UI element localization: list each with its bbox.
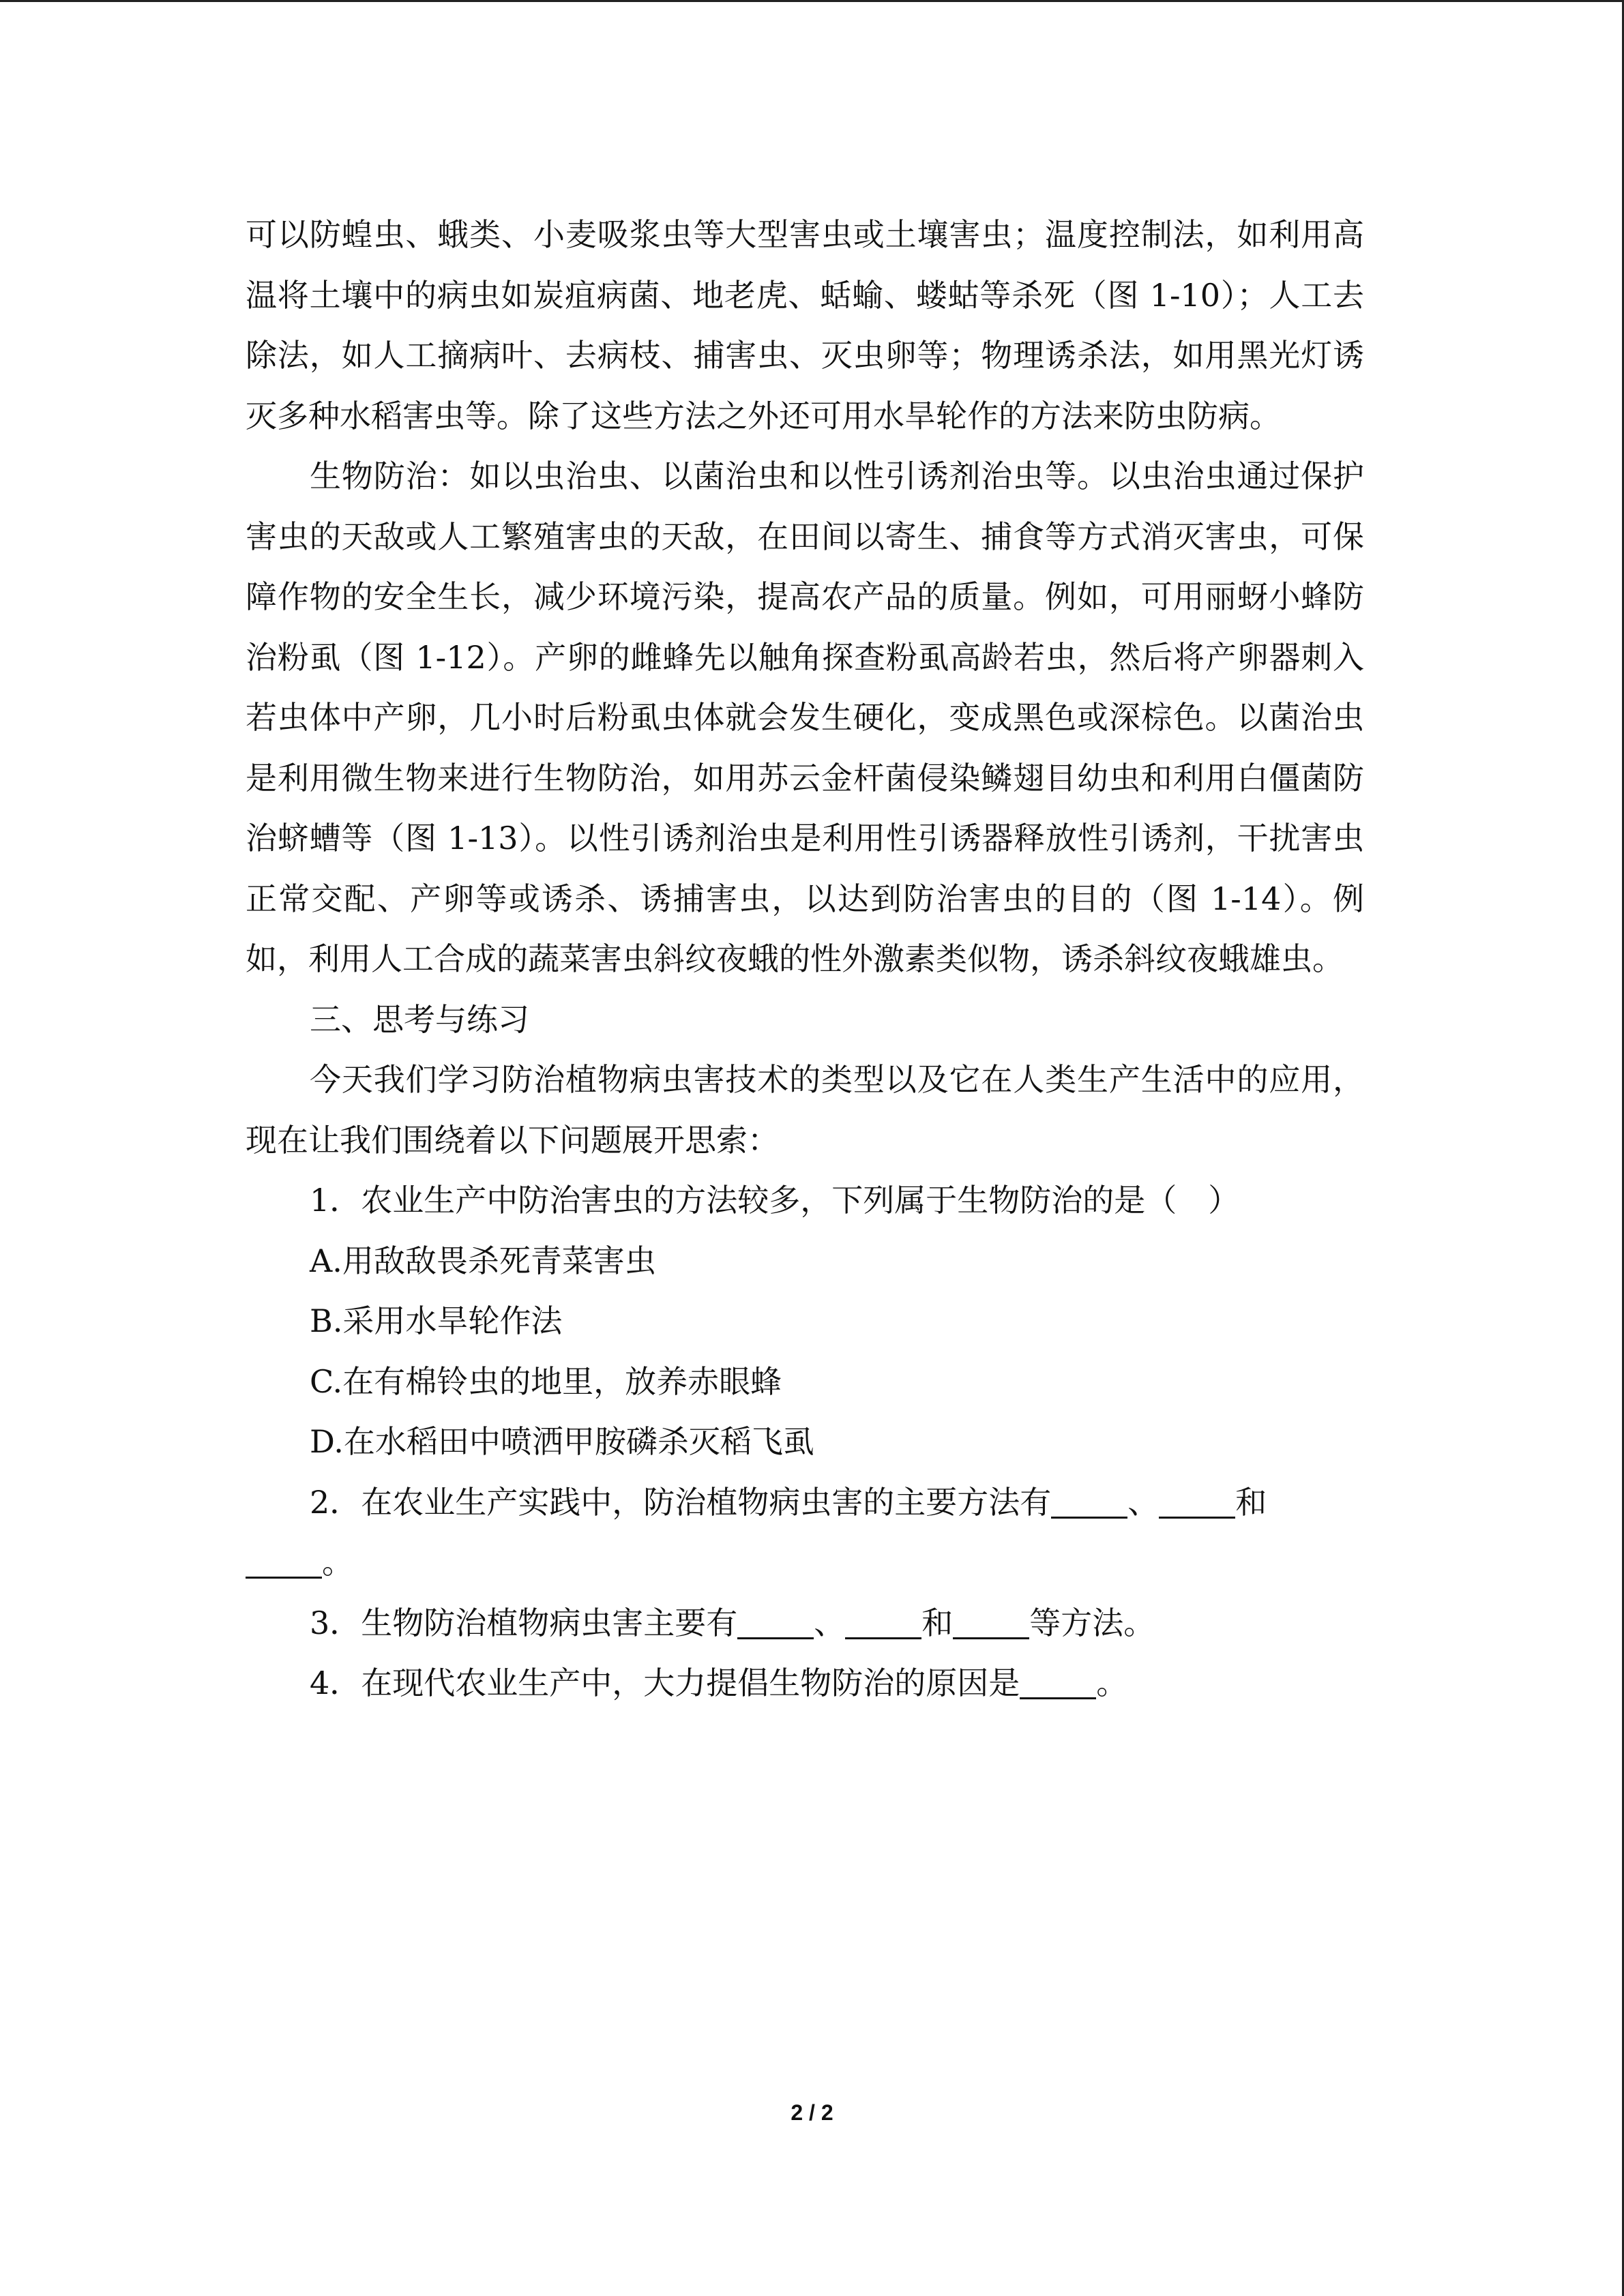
- question-2-conjunction: 和: [1235, 1483, 1267, 1521]
- answer-blank[interactable]: [845, 1603, 921, 1639]
- question-2-end: 。: [322, 1544, 353, 1581]
- intro-paragraph: 今天我们学习防治植物病虫害技术的类型以及它在人类生产生活中的应用，现在让我们围绕着以下问题展开思索：: [246, 1061, 1364, 1159]
- page-number: 2 / 2: [791, 2100, 833, 2125]
- question-1-option-b: B.采用水旱轮作法: [310, 1302, 563, 1339]
- question-3-text: 3．生物防治植物病虫害主要有: [310, 1604, 738, 1641]
- answer-blank[interactable]: [737, 1603, 814, 1639]
- biological-control-paragraph: 生物防治：如以虫治虫、以菌治虫和以性引诱剂治虫等。以虫治虫通过保护害虫的天敌或人工繁殖害虫的天敌，在田间以寄生、捕食等方式消灭害虫，可保障作物的安全生长，减少环境污染，提高农产品的质量。例如，可用丽蚜小蜂防治粉虱（图 1-12）。产卵的雌蜂先以触角探查粉虱高龄若虫，然后将产卵器刺入若虫体中产卵，几小时后粉虱虫体就会发生硬化，变成黑色或深棕色。以菌治虫是利用微生物来进行生物防治，如用苏云金杆菌侵染鳞翅目幼虫和利用白僵菌防治蛴螬等（图 1-13）。以性引诱剂治虫是利用性引诱器释放性引诱剂，干扰害虫正常交配、产卵等或诱杀、诱捕害虫，以达到防治害虫的目的（图 1-14）。例如，利用人工合成的蔬菜害虫斜纹夜蛾的性外激素类似物，诱杀斜纹夜蛾雄虫。: [246, 458, 1364, 977]
- question-1-option-d: D.在水稻田中喷洒甲胺磷杀灭稻飞虱: [310, 1423, 814, 1460]
- question-1-option-c: C.在有棉铃虫的地里，放养赤眼蜂: [310, 1362, 782, 1400]
- question-2-continuation: [246, 1532, 1364, 1593]
- section-heading: 三、思考与练习: [310, 1000, 529, 1038]
- question-4: [246, 1653, 1364, 1714]
- question-1-stem: 1．农业生产中防治害虫的方法较多，下列属于生物防治的是（ ）: [310, 1182, 1240, 1219]
- answer-blank[interactable]: [1051, 1482, 1127, 1519]
- answer-blank[interactable]: [246, 1542, 322, 1579]
- question-2-separator: 、: [1127, 1483, 1160, 1521]
- answer-blank[interactable]: [953, 1603, 1029, 1639]
- question-2: [246, 1472, 1364, 1533]
- question-4-end: 。: [1096, 1665, 1128, 1701]
- question-3-separator: 、: [814, 1604, 846, 1641]
- question-3: [246, 1593, 1364, 1654]
- question-4-text: 4．在现代农业生产中，大力提倡生物防治的原因是: [310, 1665, 1020, 1701]
- question-2-text: 2．在农业生产实践中，防治植物病虫害的主要方法有: [310, 1483, 1052, 1521]
- question-3-end: 等方法。: [1029, 1604, 1155, 1641]
- answer-blank[interactable]: [1159, 1482, 1235, 1519]
- question-1-option-a: A.用敌敌畏杀死青菜害虫: [310, 1242, 656, 1279]
- document-body: [246, 205, 1364, 1714]
- continuation-paragraph: 可以防蝗虫、蛾类、小麦吸浆虫等大型害虫或土壤害虫；温度控制法，如利用高温将土壤中的病虫如炭疽病菌、地老虎、蛞蝓、蝼蛄等杀死（图 1-10）；人工去除法，如人工摘病叶、去病枝、捕害虫、灭虫卵等；物理诱杀法，如用黑光灯诱灭多种水稻害虫等。除了这些方法之外还可用水旱轮作的方法来防虫防病。: [246, 216, 1364, 434]
- answer-blank[interactable]: [1020, 1663, 1096, 1699]
- question-3-conjunction: 和: [921, 1604, 954, 1641]
